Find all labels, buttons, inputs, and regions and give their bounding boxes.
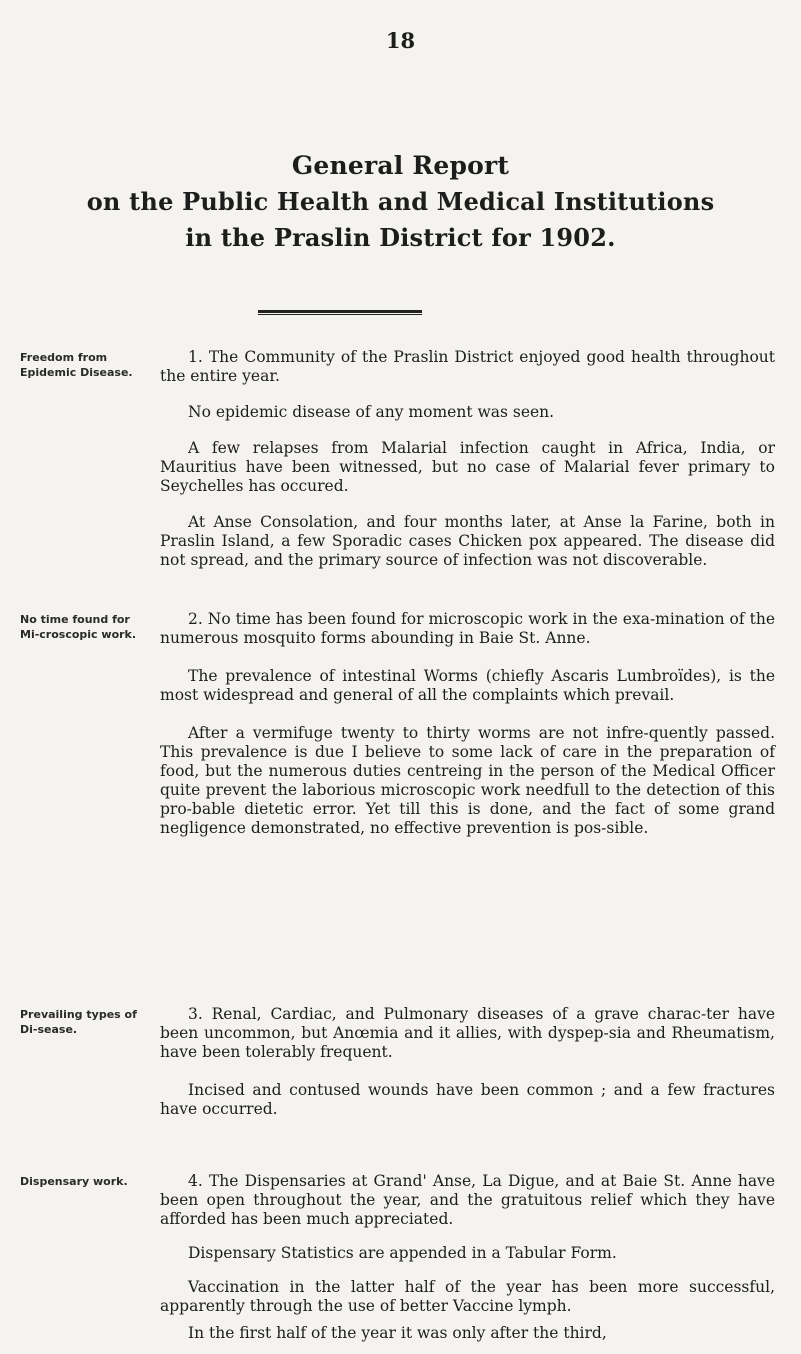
paragraph: Dispensary Statistics are appended in a Tabular Form. bbox=[188, 1244, 617, 1262]
margin-note-epidemic: Freedom from Epidemic Disease. bbox=[20, 351, 133, 379]
paragraph: Vaccination in the latter half of the year has been more successful, apparently through the use of better Vaccine lymph. bbox=[160, 1278, 775, 1315]
section-2 bbox=[160, 610, 775, 838]
page-number: 18 bbox=[385, 28, 416, 53]
paragraph: The prevalence of intestinal Worms (chiefly Ascaris Lumbroïdes), is the most widespread and general of all the complaints which prevail. bbox=[160, 667, 775, 704]
paragraph: A few relapses from Malarial infection caught in Africa, India, or Mauritius have been witnessed, but no case of Malarial fever primary to Seychelles has occured. bbox=[160, 439, 775, 495]
paragraph: After a vermifuge twenty to thirty worms are not infre-quently passed. This prevalence is due I believe to some lack of care in the preparation of food, but the numerous duties centreing in the person of the Medical Officer quite prevent the laborious microscopic work needfull to the detection of this pro-bable dietetic error. Yet till this is done, and the fact of some grand negligence demonstrated, no effective prevention is pos-sible. bbox=[160, 724, 775, 837]
section-1 bbox=[160, 348, 775, 570]
title-divider bbox=[258, 310, 422, 315]
paragraph: 1. The Community of the Praslin District enjoyed good health throughout the entire year. bbox=[160, 348, 775, 385]
title-line-2: on the Public Health and Medical Institutions bbox=[86, 187, 715, 216]
paragraph: 2. No time has been found for microscopic work in the exa-mination of the numerous mosquito forms abounding in Baie St. Anne. bbox=[160, 610, 775, 647]
paragraph: 4. The Dispensaries at Grand' Anse, La Digue, and at Baie St. Anne have been open throughout the year, and the gratuitous relief which they have afforded has been much appreciated. bbox=[160, 1172, 775, 1228]
paragraph: 3. Renal, Cardiac, and Pulmonary diseases of a grave charac-ter have been uncommon, but Anœmia and it allies, with dyspep-sia and Rheumatism, have been tolerably frequent. bbox=[160, 1005, 775, 1061]
section-3 bbox=[160, 1005, 775, 1119]
title-line-1: General Report bbox=[291, 151, 510, 180]
paragraph: In the first half of the year it was only after the third, bbox=[188, 1324, 607, 1342]
title-line-3: in the Praslin District for 1902. bbox=[185, 223, 616, 252]
section-4 bbox=[160, 1172, 775, 1343]
report-title bbox=[0, 148, 801, 256]
margin-note-disease-types: Prevailing types of Di-sease. bbox=[20, 1008, 137, 1036]
paragraph: At Anse Consolation, and four months later, at Anse la Farine, both in Praslin Island, a few Sporadic cases Chicken pox appeared. The disease did not spread, and the primary source of infection was not discoverable. bbox=[160, 513, 775, 569]
paragraph: No epidemic disease of any moment was seen. bbox=[188, 403, 555, 421]
margin-note-microscopic: No time found for Mi-croscopic work. bbox=[20, 613, 137, 641]
paragraph: Incised and contused wounds have been common ; and a few fractures have occurred. bbox=[160, 1081, 775, 1118]
margin-note-dispensary: Dispensary work. bbox=[20, 1175, 128, 1188]
